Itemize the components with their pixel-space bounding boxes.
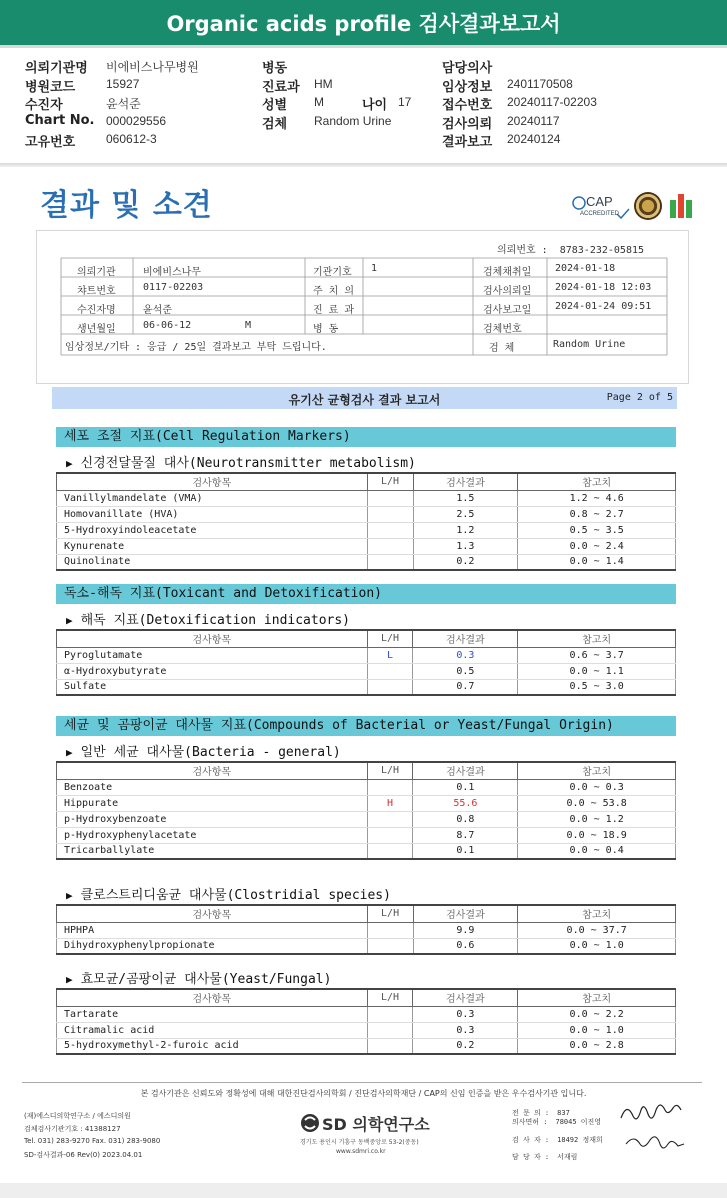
header-value: Random Urine	[314, 113, 392, 128]
request-field-label: 의뢰기관	[77, 267, 116, 278]
test-name: α-Hydroxybutyrate	[57, 663, 368, 679]
reference-range: 0.0 ~ 18.9	[518, 827, 676, 843]
header-label: 접수번호	[442, 98, 493, 113]
header-value: HM	[314, 76, 333, 91]
reference-range: 0.5 ~ 3.5	[518, 522, 676, 538]
column-header-result: 검사결과	[413, 762, 518, 779]
column-header-lh: L/H	[367, 473, 413, 490]
bottom-strip	[0, 1183, 727, 1198]
header-label: 성별	[262, 98, 288, 113]
category-header: 세균 및 곰팡이균 대사물 지표(Compounds of Bacterial or Yeast/Fungal Origin)	[56, 716, 676, 736]
subsection-title-text: 신경전달물질 대사(Neurotransmitter metabolism)	[80, 456, 416, 471]
reference-range: 0.0 ~ 53.8	[518, 795, 676, 811]
age-value: 17	[398, 95, 412, 109]
reference-range: 0.0 ~ 1.0	[518, 938, 676, 954]
request-field-label: 기관기호	[313, 267, 352, 278]
header-value: 20240117	[507, 113, 560, 128]
column-header-lh: L/H	[367, 630, 413, 647]
result-cell: 0.1	[413, 843, 518, 859]
specimen-value: Random Urine	[553, 339, 626, 350]
flag-cell	[367, 938, 413, 954]
results-table	[56, 472, 676, 571]
table-row	[57, 538, 676, 554]
subsection-title-text: 해독 지표(Detoxification indicators)	[80, 613, 351, 628]
header-label: 병원코드	[25, 79, 76, 95]
column-header-item: 검사항목	[57, 762, 368, 779]
request-number-label: 의뢰번호 :	[497, 245, 548, 256]
flag-cell	[367, 663, 413, 679]
signer-label: 담 당 자 :	[512, 1153, 550, 1161]
footer-divider	[22, 1082, 702, 1083]
triangle-right-icon: ▶	[66, 973, 73, 986]
signer-row	[512, 1135, 603, 1145]
column-header-item: 검사항목	[57, 989, 368, 1006]
reference-range: 0.0 ~ 2.4	[518, 538, 676, 554]
request-field-label: 병 동	[313, 324, 339, 335]
column-header-ref: 참고치	[518, 762, 676, 779]
table-row	[57, 663, 676, 679]
age-label: 나이	[362, 98, 388, 113]
header-label: 검사의뢰	[442, 116, 493, 132]
signer-value: 837	[557, 1109, 570, 1117]
patient-header	[0, 52, 727, 162]
request-field-value: 06-06-12	[143, 320, 192, 331]
column-header-ref: 참고치	[518, 473, 676, 490]
result-cell: 0.7	[413, 679, 518, 695]
table-row	[57, 679, 676, 695]
signer-label: 의사면허 :	[512, 1118, 548, 1126]
column-header-lh: L/H	[367, 762, 413, 779]
header-label: 수진자	[25, 98, 63, 113]
flag-cell	[367, 554, 413, 570]
results-table	[56, 761, 676, 860]
flag-cell	[367, 1006, 413, 1022]
flag-cell	[367, 506, 413, 522]
report-subtitle: 유기산 균형검사 결과 보고서	[288, 393, 441, 407]
test-name: p-Hydroxybenzoate	[57, 811, 368, 827]
report-title: Organic acids profile 검사결과보고서	[0, 0, 727, 48]
table-row	[57, 1022, 676, 1038]
footer-lab-info: 검체검사기관기호 : 41388127	[24, 1125, 121, 1133]
test-name: 5-hydroxymethyl-2-furoic acid	[57, 1038, 368, 1054]
sd-brand-logo	[300, 1112, 430, 1134]
test-name: Homovanillate (HVA)	[57, 506, 368, 522]
table-row	[57, 506, 676, 522]
results-table	[56, 988, 676, 1055]
column-header-result: 검사결과	[413, 473, 518, 490]
footer-lab-info: SD-검사결과-06 Rev(0) 2023.04.01	[24, 1151, 143, 1159]
test-name: HPHPA	[57, 922, 368, 938]
table-row	[57, 490, 676, 506]
signature-1	[616, 1100, 686, 1126]
column-header-result: 검사결과	[413, 630, 518, 647]
column-header-ref: 참고치	[518, 905, 676, 922]
kslm-seal-icon	[634, 192, 662, 220]
request-field-label: 수진자명	[77, 305, 116, 316]
test-name: p-Hydroxyphenylacetate	[57, 827, 368, 843]
test-name: Citramalic acid	[57, 1022, 368, 1038]
request-field-value: 2024-01-18	[555, 263, 616, 274]
flag-cell	[367, 827, 413, 843]
table-row	[57, 647, 676, 663]
result-cell: 1.2	[413, 522, 518, 538]
flag-cell: L	[367, 647, 413, 663]
cap-text: CAP	[586, 194, 613, 209]
header-value: 060612-3	[106, 132, 157, 146]
reference-range: 0.0 ~ 0.4	[518, 843, 676, 859]
reference-range: 0.5 ~ 3.0	[518, 679, 676, 695]
cap-sub: ACCREDITED	[580, 211, 620, 217]
flag-cell	[367, 490, 413, 506]
request-sex: M	[245, 320, 252, 331]
test-name: Pyroglutamate	[57, 647, 368, 663]
reference-range: 0.0 ~ 1.2	[518, 811, 676, 827]
reference-range: 0.0 ~ 1.4	[518, 554, 676, 570]
sd-logo-icon	[300, 1113, 320, 1133]
page-indicator: Page 2 of 5	[606, 392, 673, 403]
subsection-title-text: 효모균/곰팡이균 대사물(Yeast/Fungal)	[80, 972, 332, 987]
flag-cell	[367, 922, 413, 938]
test-name: Tricarballylate	[57, 843, 368, 859]
table-row	[57, 522, 676, 538]
sd-brand-name: SD 의학연구소	[322, 1115, 430, 1134]
sd-website: www.sdmri.co.kr	[336, 1148, 386, 1155]
results-table	[56, 629, 676, 696]
header-label: Chart No.	[25, 112, 95, 128]
test-name: Vanillylmandelate (VMA)	[57, 490, 368, 506]
subsection-title	[66, 968, 331, 987]
request-field-label: 주 치 의	[313, 286, 355, 297]
signer-row	[512, 1152, 577, 1162]
header-value: M	[314, 95, 324, 109]
reference-range: 0.0 ~ 1.1	[518, 663, 676, 679]
signer-value: 18492 정재희	[557, 1136, 603, 1144]
header-value: 20240124	[507, 132, 561, 146]
column-header-result: 검사결과	[413, 905, 518, 922]
header-label: 임상정보	[442, 79, 493, 95]
subsection-title	[66, 884, 391, 903]
test-name: Dihydroxyphenylpropionate	[57, 938, 368, 954]
results-table	[56, 904, 676, 955]
column-header-ref: 참고치	[518, 989, 676, 1006]
request-field-label: 검체채취일	[483, 267, 532, 278]
header-label: 담당의사	[442, 61, 493, 76]
header-label: 의뢰기관명	[25, 61, 88, 76]
result-cell: 9.9	[413, 922, 518, 938]
request-field-value: 비에비스나무	[143, 267, 201, 278]
result-cell: 0.2	[413, 554, 518, 570]
header-value: 15927	[106, 76, 140, 91]
request-number: 8783-232-05815	[559, 245, 645, 256]
flag-cell	[367, 1022, 413, 1038]
category-header: 세포 조절 지표(Cell Regulation Markers)	[56, 427, 676, 447]
signer-label: 전 문 의 :	[512, 1109, 550, 1117]
triangle-right-icon: ▶	[66, 889, 73, 902]
table-row	[57, 554, 676, 570]
specimen-label: 검 체	[489, 343, 515, 354]
request-field-value: 2024-01-24 09:51	[555, 301, 652, 312]
result-cell: 0.2	[413, 1038, 518, 1054]
header-label: 결과보고	[442, 135, 493, 150]
header-value: 20240117-02203	[507, 95, 597, 109]
subsection-title	[66, 741, 341, 760]
subsection-title-text: 일반 세균 대사물(Bacteria - general)	[80, 745, 341, 760]
reference-range: 0.0 ~ 2.2	[518, 1006, 676, 1022]
reference-range: 0.0 ~ 0.3	[518, 779, 676, 795]
request-field-label: 생년월일	[77, 324, 116, 335]
request-field-value: 2024-01-18 12:03	[555, 282, 652, 293]
flag-cell	[367, 843, 413, 859]
reference-range: 1.2 ~ 4.6	[518, 490, 676, 506]
table-row	[57, 779, 676, 795]
report-subtitle-band	[52, 387, 677, 409]
table-row	[57, 827, 676, 843]
header-label: 병동	[262, 61, 288, 76]
table-row	[57, 922, 676, 938]
test-name: Benzoate	[57, 779, 368, 795]
column-header-item: 검사항목	[57, 630, 368, 647]
header-value: 비에비스나무병원	[106, 60, 199, 74]
reference-range: 0.6 ~ 3.7	[518, 647, 676, 663]
clinical-note: 임상정보/기타 : 응급 / 25일 결과보고 부탁 드립니다.	[65, 342, 327, 353]
reference-range: 0.8 ~ 2.7	[518, 506, 676, 522]
subsection-title-text: 클로스트리디움균 대사물(Clostridial species)	[80, 888, 391, 903]
result-cell: 0.3	[413, 1006, 518, 1022]
signer-value: 78045 이진영	[555, 1118, 602, 1126]
request-info-box	[36, 230, 689, 384]
result-cell: 0.3	[413, 1022, 518, 1038]
column-header-lh: L/H	[367, 905, 413, 922]
header-label: 검체	[262, 116, 288, 132]
flag-cell	[367, 522, 413, 538]
flag-cell	[367, 538, 413, 554]
request-field-label: 검사의뢰일	[483, 286, 532, 297]
flag-cell	[367, 1038, 413, 1054]
signer-label: 검 사 자 :	[512, 1136, 550, 1144]
test-name: Kynurenate	[57, 538, 368, 554]
table-row	[57, 1038, 676, 1054]
reference-range: 0.0 ~ 2.8	[518, 1038, 676, 1054]
column-header-item: 검사항목	[57, 473, 368, 490]
flag-cell	[367, 811, 413, 827]
header-value: 2401170508	[507, 76, 573, 91]
section-title: 결과 및 소견	[40, 188, 213, 223]
request-field-label: 검사보고일	[483, 305, 532, 316]
column-header-item: 검사항목	[57, 905, 368, 922]
test-name: 5-Hydroxyindoleacetate	[57, 522, 368, 538]
sd-address: 경기도 용인시 기흥구 동백중앙로 53-2(중동)	[300, 1139, 419, 1146]
request-field-value: 1	[371, 263, 378, 274]
column-header-ref: 참고치	[518, 630, 676, 647]
request-field-value: 윤석준	[143, 305, 172, 316]
reference-range: 0.0 ~ 1.0	[518, 1022, 676, 1038]
request-field-label: 진 료 과	[313, 305, 355, 316]
footer-lab-info: Tel. 031) 283-9270 Fax. 031) 283-9080	[24, 1137, 161, 1145]
signer-value: 서재림	[557, 1153, 578, 1161]
header-value: 000029556	[106, 113, 167, 128]
column-header-result: 검사결과	[413, 989, 518, 1006]
category-header: 독소-해독 지표(Toxicant and Detoxification)	[56, 584, 676, 604]
test-name: Tartarate	[57, 1006, 368, 1022]
result-cell: 55.6	[413, 795, 518, 811]
signer-row	[512, 1117, 601, 1127]
test-name: Hippurate	[57, 795, 368, 811]
signature-2	[620, 1130, 686, 1154]
result-cell: 0.6	[413, 938, 518, 954]
flag-cell	[367, 779, 413, 795]
table-row	[57, 843, 676, 859]
flag-cell	[367, 679, 413, 695]
request-field-label: 검체번호	[483, 324, 522, 335]
result-cell: 0.8	[413, 811, 518, 827]
result-cell: 0.1	[413, 779, 518, 795]
footer-accreditation-note: 본 검사기관은 신뢰도와 정확성에 대해 대한진단검사의학회 / 진단검사의학재단 / CAP의 신임 인증을 받은 우수검사기관 입니다.	[140, 1089, 587, 1098]
subsection-title	[66, 452, 416, 471]
result-cell: 2.5	[413, 506, 518, 522]
table-row	[57, 795, 676, 811]
flag-cell: H	[367, 795, 413, 811]
table-row	[57, 1006, 676, 1022]
accreditation-logos	[572, 190, 697, 224]
table-row	[57, 938, 676, 954]
result-cell: 1.3	[413, 538, 518, 554]
header-label: 고유번호	[25, 135, 76, 150]
triangle-right-icon: ▶	[66, 746, 73, 759]
triangle-right-icon: ▶	[66, 457, 73, 470]
result-cell: 1.5	[413, 490, 518, 506]
header-value: 윤석준	[106, 97, 141, 111]
header-divider	[0, 163, 727, 167]
cap-logo	[572, 192, 630, 222]
result-cell: 0.5	[413, 663, 518, 679]
result-cell: 0.3	[413, 647, 518, 663]
subsection-title	[66, 609, 350, 628]
footer-lab-info: (재)에스디의학연구소 / 에스디의원	[24, 1112, 131, 1120]
request-field-value: 0117-02203	[143, 282, 204, 293]
header-label: 진료과	[262, 79, 300, 95]
table-row	[57, 811, 676, 827]
lab-certification-icon	[668, 192, 694, 220]
triangle-right-icon: ▶	[66, 614, 73, 627]
request-field-label: 챠트번호	[77, 286, 116, 297]
test-name: Sulfate	[57, 679, 368, 695]
result-cell: 8.7	[413, 827, 518, 843]
test-name: Quinolinate	[57, 554, 368, 570]
reference-range: 0.0 ~ 37.7	[518, 922, 676, 938]
column-header-lh: L/H	[367, 989, 413, 1006]
